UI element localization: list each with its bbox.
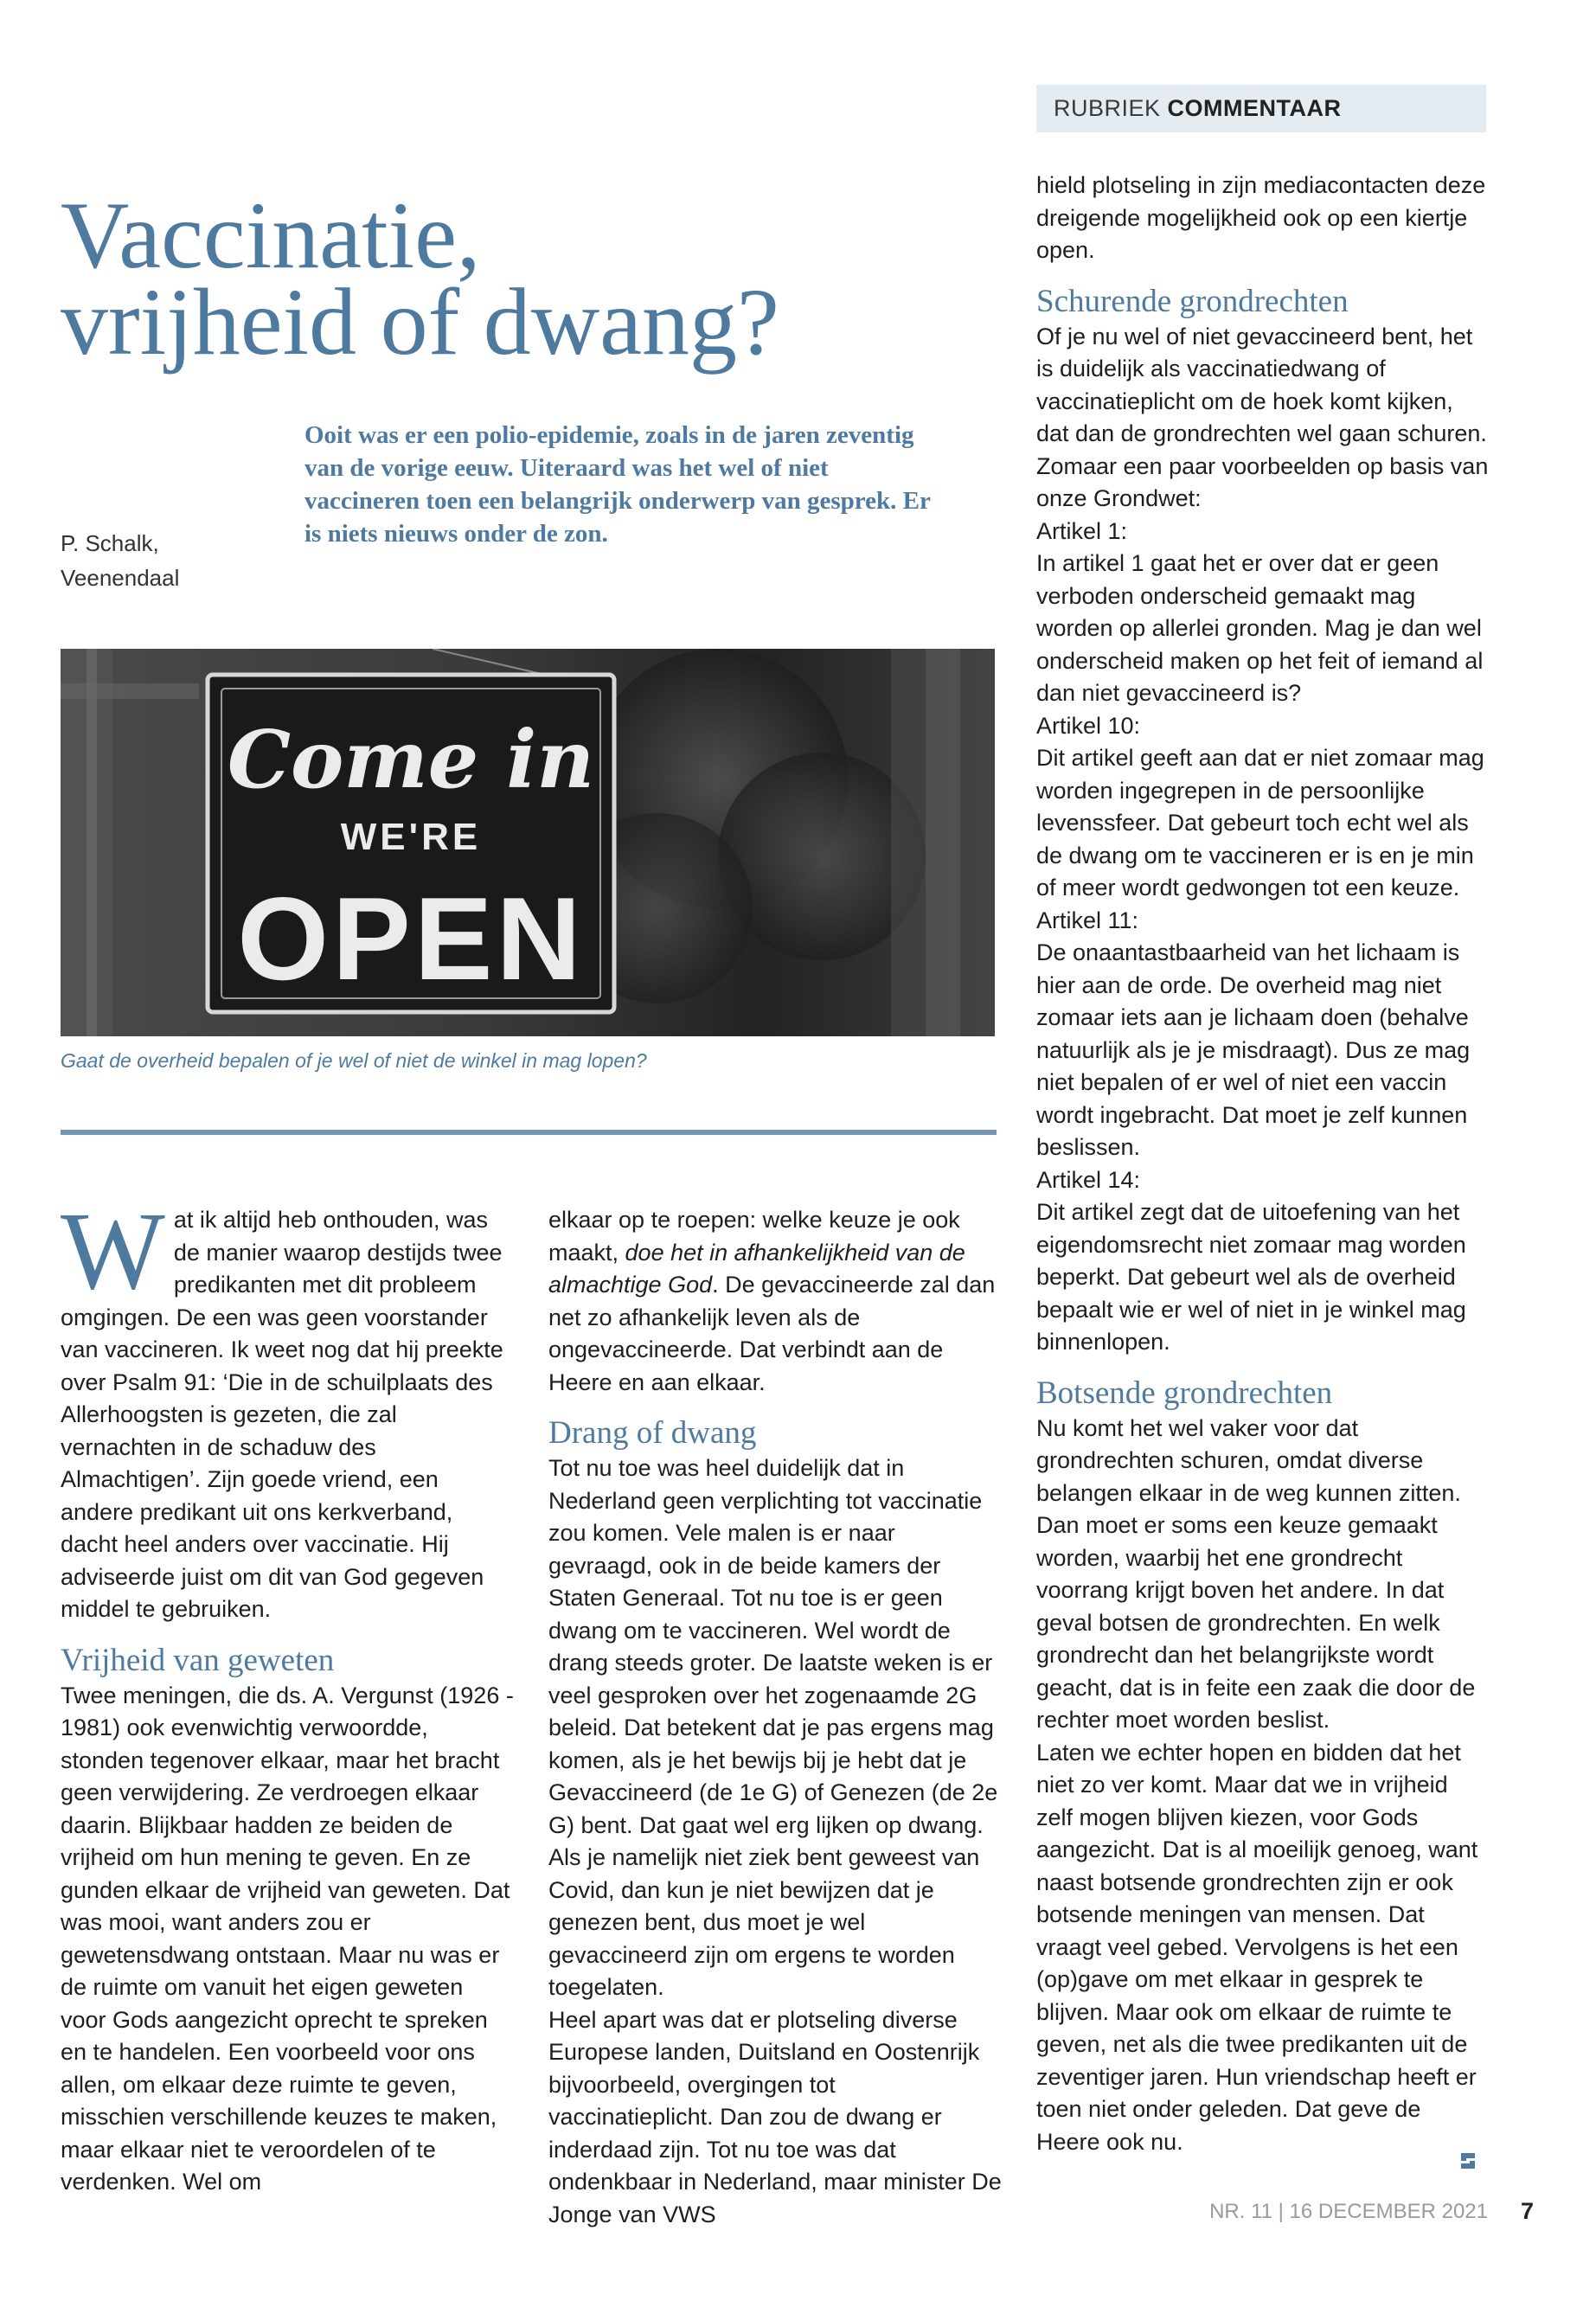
author-place: Veenendaal	[61, 565, 180, 591]
col2-p1-start: elkaar op te roepen: welke keuze je ook maakt,	[548, 1207, 960, 1266]
open-sign-image	[61, 649, 995, 1036]
drop-cap: W	[61, 1189, 165, 1312]
col2-paragraph-3: Heel apart was dat er plotseling diverse Europese landen, Duitsland en Oostenrijk bijvoorbeeld, overgingen tot vaccinatieplicht. Dan zou de dwang er inderdaad zijn. Tot nu toe was dat ondenkbaar in Nederland, maar minister De Jonge van VWS	[548, 2006, 1002, 2227]
col2-paragraph-2: Tot nu toe was heel duidelijk dat in Nederland geen verplichting tot vaccinatie zou komen. Vele malen is er naar gevraagd, ook in de beide kamers der Staten Generaal. Tot nu toe is er geen dwang om te vaccineren. Wel wordt de drang steeds groter. De laatste weken is er veel gesproken over het zogenaamde 2G beleid. Dat betekent dat je pas ergens mag komen, als je het bewijs bij je hebt dat je Gevaccineerd (de 1e G) of Genezen (de 2e G) bent. Dat gaat wel erg lijken op dwang. Als je namelijk niet ziek bent geweest van Covid, dan kun je niet bewijzen dat je genezen bent, dus moet je wel gevaccineerd zijn om ergens te worden toegelaten.	[548, 1455, 998, 2000]
end-of-article-icon	[1458, 2150, 1477, 2171]
article-title	[61, 183, 960, 375]
artikel-11-label: Artikel 11:	[1036, 907, 1139, 933]
col1-paragraph-2: Twee meningen, die ds. A. Vergunst (1926 - 1981) ook evenwichtig verwoordde, stonden tegenover elkaar, maar het bracht geen verwijdering. Ze verdroegen elkaar daarin. Blijkbaar hadden ze beiden de vrijheid om hun mening te geven. En ze gunden elkaar de vrijheid van geweten. Dat was mooi, want anders zou er gewetensdwang ontstaan. Maar nu was er de ruimte om vanuit het eigen geweten voor Gods aangezicht oprecht te spreken en te handelen. Een voorbeeld voor ons allen, om elkaar deze ruimte te geven, misschien verschillende keuzes te maken, maar elkaar niet te veroordelen of te verdenken. Wel om	[61, 1682, 514, 2195]
section-divider	[61, 1130, 997, 1135]
col3-paragraph-1: hield plotseling in zijn mediacontacten deze dreigende mogelijkheid ook op een kiertje open.	[1036, 172, 1486, 263]
sign-line-1: Come in	[227, 713, 595, 806]
heading-vrijheid-van-geweten: Vrijheid van geweten	[61, 1642, 335, 1678]
author-name: P. Schalk,	[61, 530, 159, 556]
artikel-1-text: In artikel 1 gaat het er over dat er geen verboden onderscheid gemaakt mag worden op allerlei gronden. Mag je dan wel onderscheid maken op het feit of iemand al dan niet gevaccineerd is?	[1036, 550, 1484, 706]
article-photo	[61, 649, 995, 1036]
artikel-14-label: Artikel 14:	[1036, 1166, 1141, 1193]
heading-botsende-grondrechten: Botsende grondrechten	[1036, 1375, 1333, 1411]
rubric-label	[1036, 85, 1486, 132]
col2-paragraph-1	[548, 1204, 1003, 1399]
article-lead: Ooit was er een polio-epidemie, zoals in de jaren zeventig van de vorige eeuw. Uiteraard was het wel of niet vaccineren toen een belangrijk onderwerp van gesprek. Er is niets nieuws onder de zon.	[304, 421, 931, 548]
col2-p1-end: . De gevaccineerde zal dan net zo afhankelijk leven als de ongevaccineerde. Dat verbindt aan de Heere en aan elkaar.	[548, 1272, 996, 1395]
artikel-11-text: De onaantastbaarheid van het lichaam is hier aan de orde. De overheid mag niet zomaar iets aan je lichaam doen (behalve natuurlijk als je je misdraagt). Dus ze mag niet bepalen of er wel of niet een vaccin wordt ingebracht. Dat moet je zelf kunnen beslissen.	[1036, 939, 1471, 1160]
col2-p1-italic: doe het in afhankelijkheid van de almachtige God	[548, 1239, 965, 1298]
col3-paragraph-2: Of je nu wel of niet gevaccineerd bent, het is duidelijk als vaccinatiedwang of vaccinatieplicht om de hoek komt kijken, dat dan de grondrechten wel gaan schuren. Zomaar een paar voorbeelden op basis van onze Grondwet:	[1036, 323, 1489, 511]
rubric-name: COMMENTAAR	[1167, 95, 1342, 121]
column-1	[61, 1189, 515, 2199]
author-byline	[61, 526, 234, 595]
heading-schurende-grondrechten: Schurende grondrechten	[1036, 283, 1349, 319]
title-line-1: Vaccinatie,	[61, 183, 481, 288]
photo-caption: Gaat de overheid bepalen of je wel of niet de winkel in mag lopen?	[61, 1049, 647, 1072]
artikel-1-label: Artikel 1:	[1036, 517, 1128, 544]
rubric-prefix: RUBRIEK	[1054, 95, 1161, 121]
col3-paragraph-4: Laten we echter hopen en bidden dat het niet zo ver komt. Maar dat we in vrijheid zelf mogen blijven kiezen, voor Gods aangezicht. Dat is al moeilijk genoeg, want naast botsende grondrechten zijn er ook botsende meningen van mensen. Dat vraagt veel gebed. Vervolgens is het een (op)gave om met elkaar in gesprek te blijven. Maar ook om elkaar de ruimte te geven, net als die twee predikanten uit de zeventiger jaren. Hun vriendschap heeft er toen niet onder geleden. Dat geve de Heere ook nu.	[1036, 1739, 1478, 2155]
sign-line-2: WE'RE	[340, 816, 482, 858]
heading-drang-of-dwang: Drang of dwang	[548, 1415, 757, 1451]
artikel-10-label: Artikel 10:	[1036, 712, 1141, 739]
page-number: 7	[1521, 2198, 1535, 2224]
col3-paragraph-3: Nu komt het wel vaker voor dat grondrechten schuren, omdat diverse belangen elkaar in de weg kunnen zitten. Dan moet er soms een keuze gemaakt worden, waarbij het ene grondrecht voorrang krijgt boven het andere. In dat geval botsen de grondrechten. En welk grondrecht dan het belangrijkste wordt geacht, dat is in feite een zaak die door de rechter moet worden beslist.	[1036, 1414, 1476, 1733]
issue-info: NR. 11 | 16 DECEMBER 2021	[1209, 2200, 1488, 2223]
column-3	[1036, 170, 1490, 2158]
title-line-2: vrijheid of dwang?	[61, 269, 779, 375]
artikel-14-text: Dit artikel zegt dat de uitoefening van het eigendomsrecht niet zomaar mag worden beperkt. Dat gebeurt wel als de overheid bepaalt wie er wel of niet in je winkel mag binnenlopen.	[1036, 1199, 1466, 1355]
artikel-10-text: Dit artikel geeft aan dat er niet zomaar mag worden ingegrepen in de persoonlijke levenssfeer. Dat gebeurt toch echt wel als de dwang om te vaccineren er is en je min of meer wordt gedwongen tot een keuze.	[1036, 745, 1484, 901]
sign-line-3: OPEN	[237, 873, 585, 1004]
column-2	[548, 1204, 1003, 2231]
col1-paragraph-1: at ik altijd heb onthouden, was de manier waarop destijds twee predikanten met dit probleem omgingen. De een was geen voorstander van vaccineren. Ik weet nog dat hij preekte over Psalm 91: ‘Die in de schuilplaats des Allerhoogsten is gezeten, die zal vernachten in de schaduw des Almachtigen’. Zijn goede vriend, een andere predikant uit ons kerkverband, dacht heel anders over vaccinatie. Hij adviseerde juist om dit van God gegeven middel te gebruiken.	[61, 1207, 503, 1622]
